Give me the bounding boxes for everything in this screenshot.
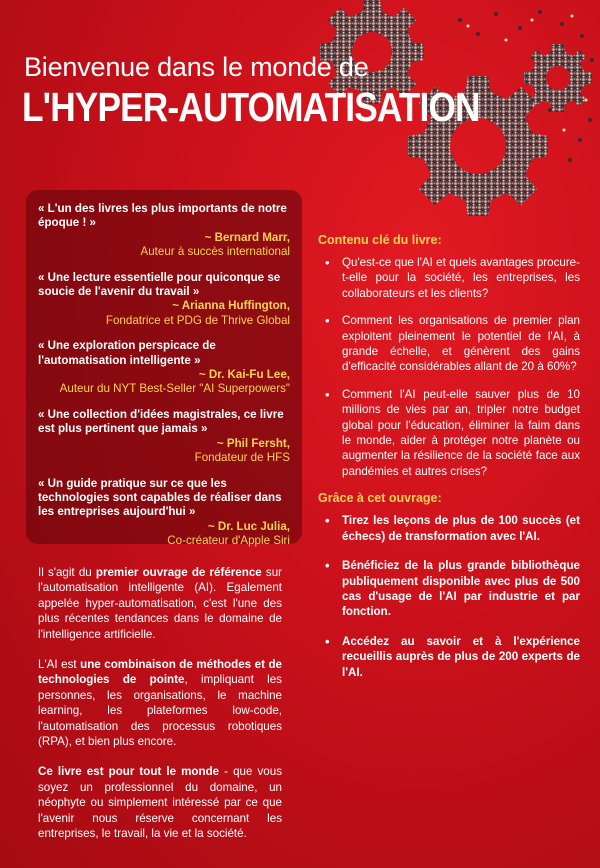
list-item: • Bénéficiez de la plus grande bibliothèque publiquement disponible avec plus de 500 cas d'usage de l'AI par industrie et par fonction. (318, 558, 580, 620)
bold-span: Ce livre est pour tout le monde (38, 765, 220, 779)
paragraph-1 (38, 565, 282, 642)
title-line-2: L'HYPER-AUTOMATISATION (22, 84, 480, 130)
text-span: L'AI est (38, 658, 81, 672)
quote-role: Co-créateur d'Apple Siri (167, 534, 290, 548)
quote-author: ~ Dr. Kai-Fu Lee, (198, 368, 290, 382)
quotes-box (26, 190, 302, 548)
quote-text: « L'un des livres les plus importants de notre époque ! » (38, 202, 287, 230)
quote-text: « Un guide pratique sur ce que les technologies sont capables de réaliser dans les entreprises aujourd'hui » (38, 476, 282, 519)
quote-role: Fondateur de HFS (194, 451, 290, 465)
paragraph-3 (38, 764, 282, 841)
paragraph-2 (38, 657, 282, 749)
quote-author: ~ Bernard Marr, (204, 230, 290, 244)
list-item: • Tirez les leçons de plus de 100 succès (et échecs) de transformation avec l'AI. (318, 513, 580, 544)
quote-author: ~ Dr. Luc Julia, (207, 519, 290, 533)
grace-title: Grâce à cet ouvrage: (318, 491, 442, 506)
list-item: • Qu'est-ce que l'AI et quels avantages procure-t-elle pour la société, les entreprises, les collaborateurs et les clients? (318, 255, 580, 301)
quote-text: « Une exploration perspicace de l'automatisation intelligente » (38, 339, 216, 367)
description-column (38, 565, 282, 857)
grace-list (318, 513, 580, 680)
quote-item (38, 271, 290, 329)
title-line-1: Bienvenue dans le monde de (24, 52, 369, 82)
quote-role: Fondatrice et PDG de Thrive Global (105, 313, 290, 327)
quote-text: « Une collection d'idées magistrales, ce livre est plus pertinent que jamais » (38, 407, 284, 436)
contenu-title: Contenu clé du livre: (318, 233, 442, 247)
quote-item (38, 477, 290, 549)
right-column (318, 233, 580, 694)
contenu-list (318, 255, 580, 479)
bold-span: premier ouvrage de référence (95, 566, 262, 579)
text-span: , impliquant les personnes, les organisations, le machine learning, les plateformes low-code, l'automatisation des processus robotiques (RPA), et bien plus encore. (38, 673, 282, 749)
quote-role: Auteur à succès international (140, 245, 290, 259)
quote-item (38, 202, 290, 260)
quote-author: ~ Phil Fersht, (216, 436, 290, 450)
list-item: • Comment l'AI peut-elle sauver plus de 10 millions de vies par an, tripler notre budget global pour l'éducation, éliminer la faim dans le monde, aider à protéger notre planète ou augmenter la résilience de la société face aux pandémies et autres crises? (318, 387, 580, 479)
list-item: • Comment les organisations de premier plan exploitent pleinement le potentiel de l'AI, à grande échelle, et génèrent des gains d'efficacité considérables allant de 20 à 60%? (318, 313, 580, 375)
quote-author: ~ Arianna Huffington, (172, 299, 290, 313)
bold-span: une combinaison de méthodes et de technologies de pointe (38, 658, 282, 687)
quote-text: « Une lecture essentielle pour quiconque se soucie de l'avenir du travail » (38, 270, 281, 299)
text-span: Il s'agit du (38, 566, 96, 579)
text-span: sur l'automatisation intelligente (AI). Egalement appelée hyper-automatisation, c'est l'une des plus récentes tendances dans le domaine de l'intelligence artificielle. (38, 566, 282, 641)
list-item: • Accédez au savoir et à l'expérience recueillis auprès de plus de 200 experts de l'AI. (318, 634, 580, 680)
quote-role: Auteur du NYT Best-Seller "AI Superpowers" (59, 382, 290, 396)
quote-item (38, 408, 290, 466)
text-span: - que vous soyez un professionnel du domaine, un néophyte ou simplement intéressé par ce que l'avenir nous réserve concernant les entreprises, le travail, la vie et la société. (38, 765, 283, 841)
quote-item (38, 339, 290, 397)
